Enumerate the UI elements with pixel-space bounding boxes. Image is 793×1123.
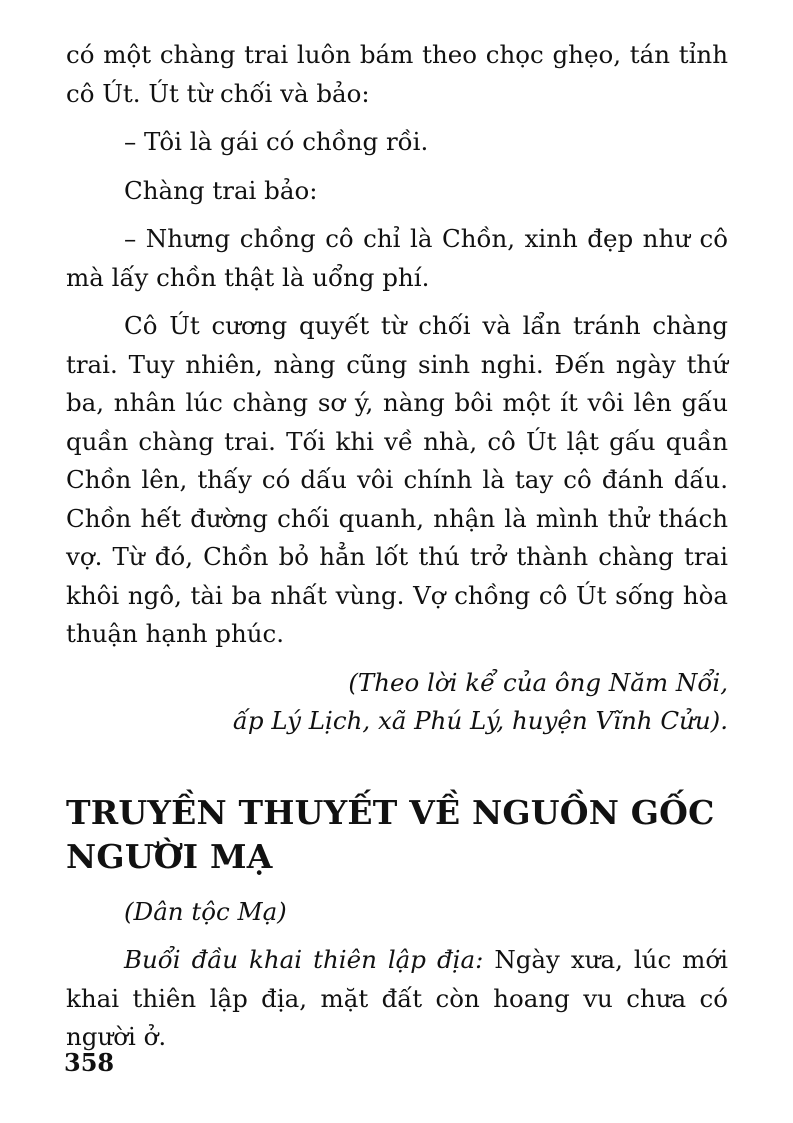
paragraph-story-ending: Cô Út cương quyết từ chối và lẩn tránh chàng trai. Tuy nhiên, nàng cũng sinh nghi. Đến ngày thứ ba, nhân lúc chàng sơ ý, nàng bôi một ít vôi lên gấu quần chàng trai. Tối khi về nhà, cô Út lật gấu quần Chồn lên, thấy có dấu vôi chính là tay cô đánh dấu. Chồn hết đường chối quanh, nhận là mình thử thách vợ. Từ đó, Chồn bỏ hẳn lốt thú trở thành chàng trai khôi ngô, tài ba nhất vùng. Vợ chồng cô Út sống hòa thuận hạnh phúc.: [66, 311, 728, 648]
section-heading-line-1: TRUYỀN THUYẾT VỀ NGUỒN GỐC: [66, 792, 715, 832]
paragraph-closing: [66, 941, 728, 1057]
paragraph-young-man-says: Chàng trai bảo:: [124, 175, 318, 205]
ethnic-group-label: (Dân tộc Mạ): [124, 896, 287, 926]
section-heading-line-2: NGƯỜI MẠ: [66, 836, 273, 876]
closing-lead-phrase: Buổi đầu khai thiên lập địa:: [124, 945, 484, 974]
paragraph-dialogue-young-man: – Nhưng chồng cô chỉ là Chồn, xinh đẹp như cô mà lấy chồn thật là uổng phí.: [66, 224, 728, 292]
attribution-line-1: (Theo lời kể của ông Năm Nổi,: [348, 667, 728, 697]
attribution: [66, 664, 728, 741]
paragraph-dialogue-wife: – Tôi là gái có chồng rồi.: [124, 127, 429, 156]
attribution-line-2: ấp Lý Lịch, xã Phú Lý, huyện Vĩnh Cửu).: [232, 706, 728, 735]
page-body: [66, 36, 728, 1057]
paragraph-opening: có một chàng trai luôn bám theo chọc ghẹo, tán tỉnh cô Út. Út từ chối và bảo:: [66, 40, 728, 108]
page-number: 358: [64, 1048, 115, 1077]
closing-text: Ngày xưa, lúc mới khai thiên lập địa, mặt đất còn hoang vu chưa có người ở.: [66, 945, 728, 1051]
section-heading: [66, 791, 728, 879]
